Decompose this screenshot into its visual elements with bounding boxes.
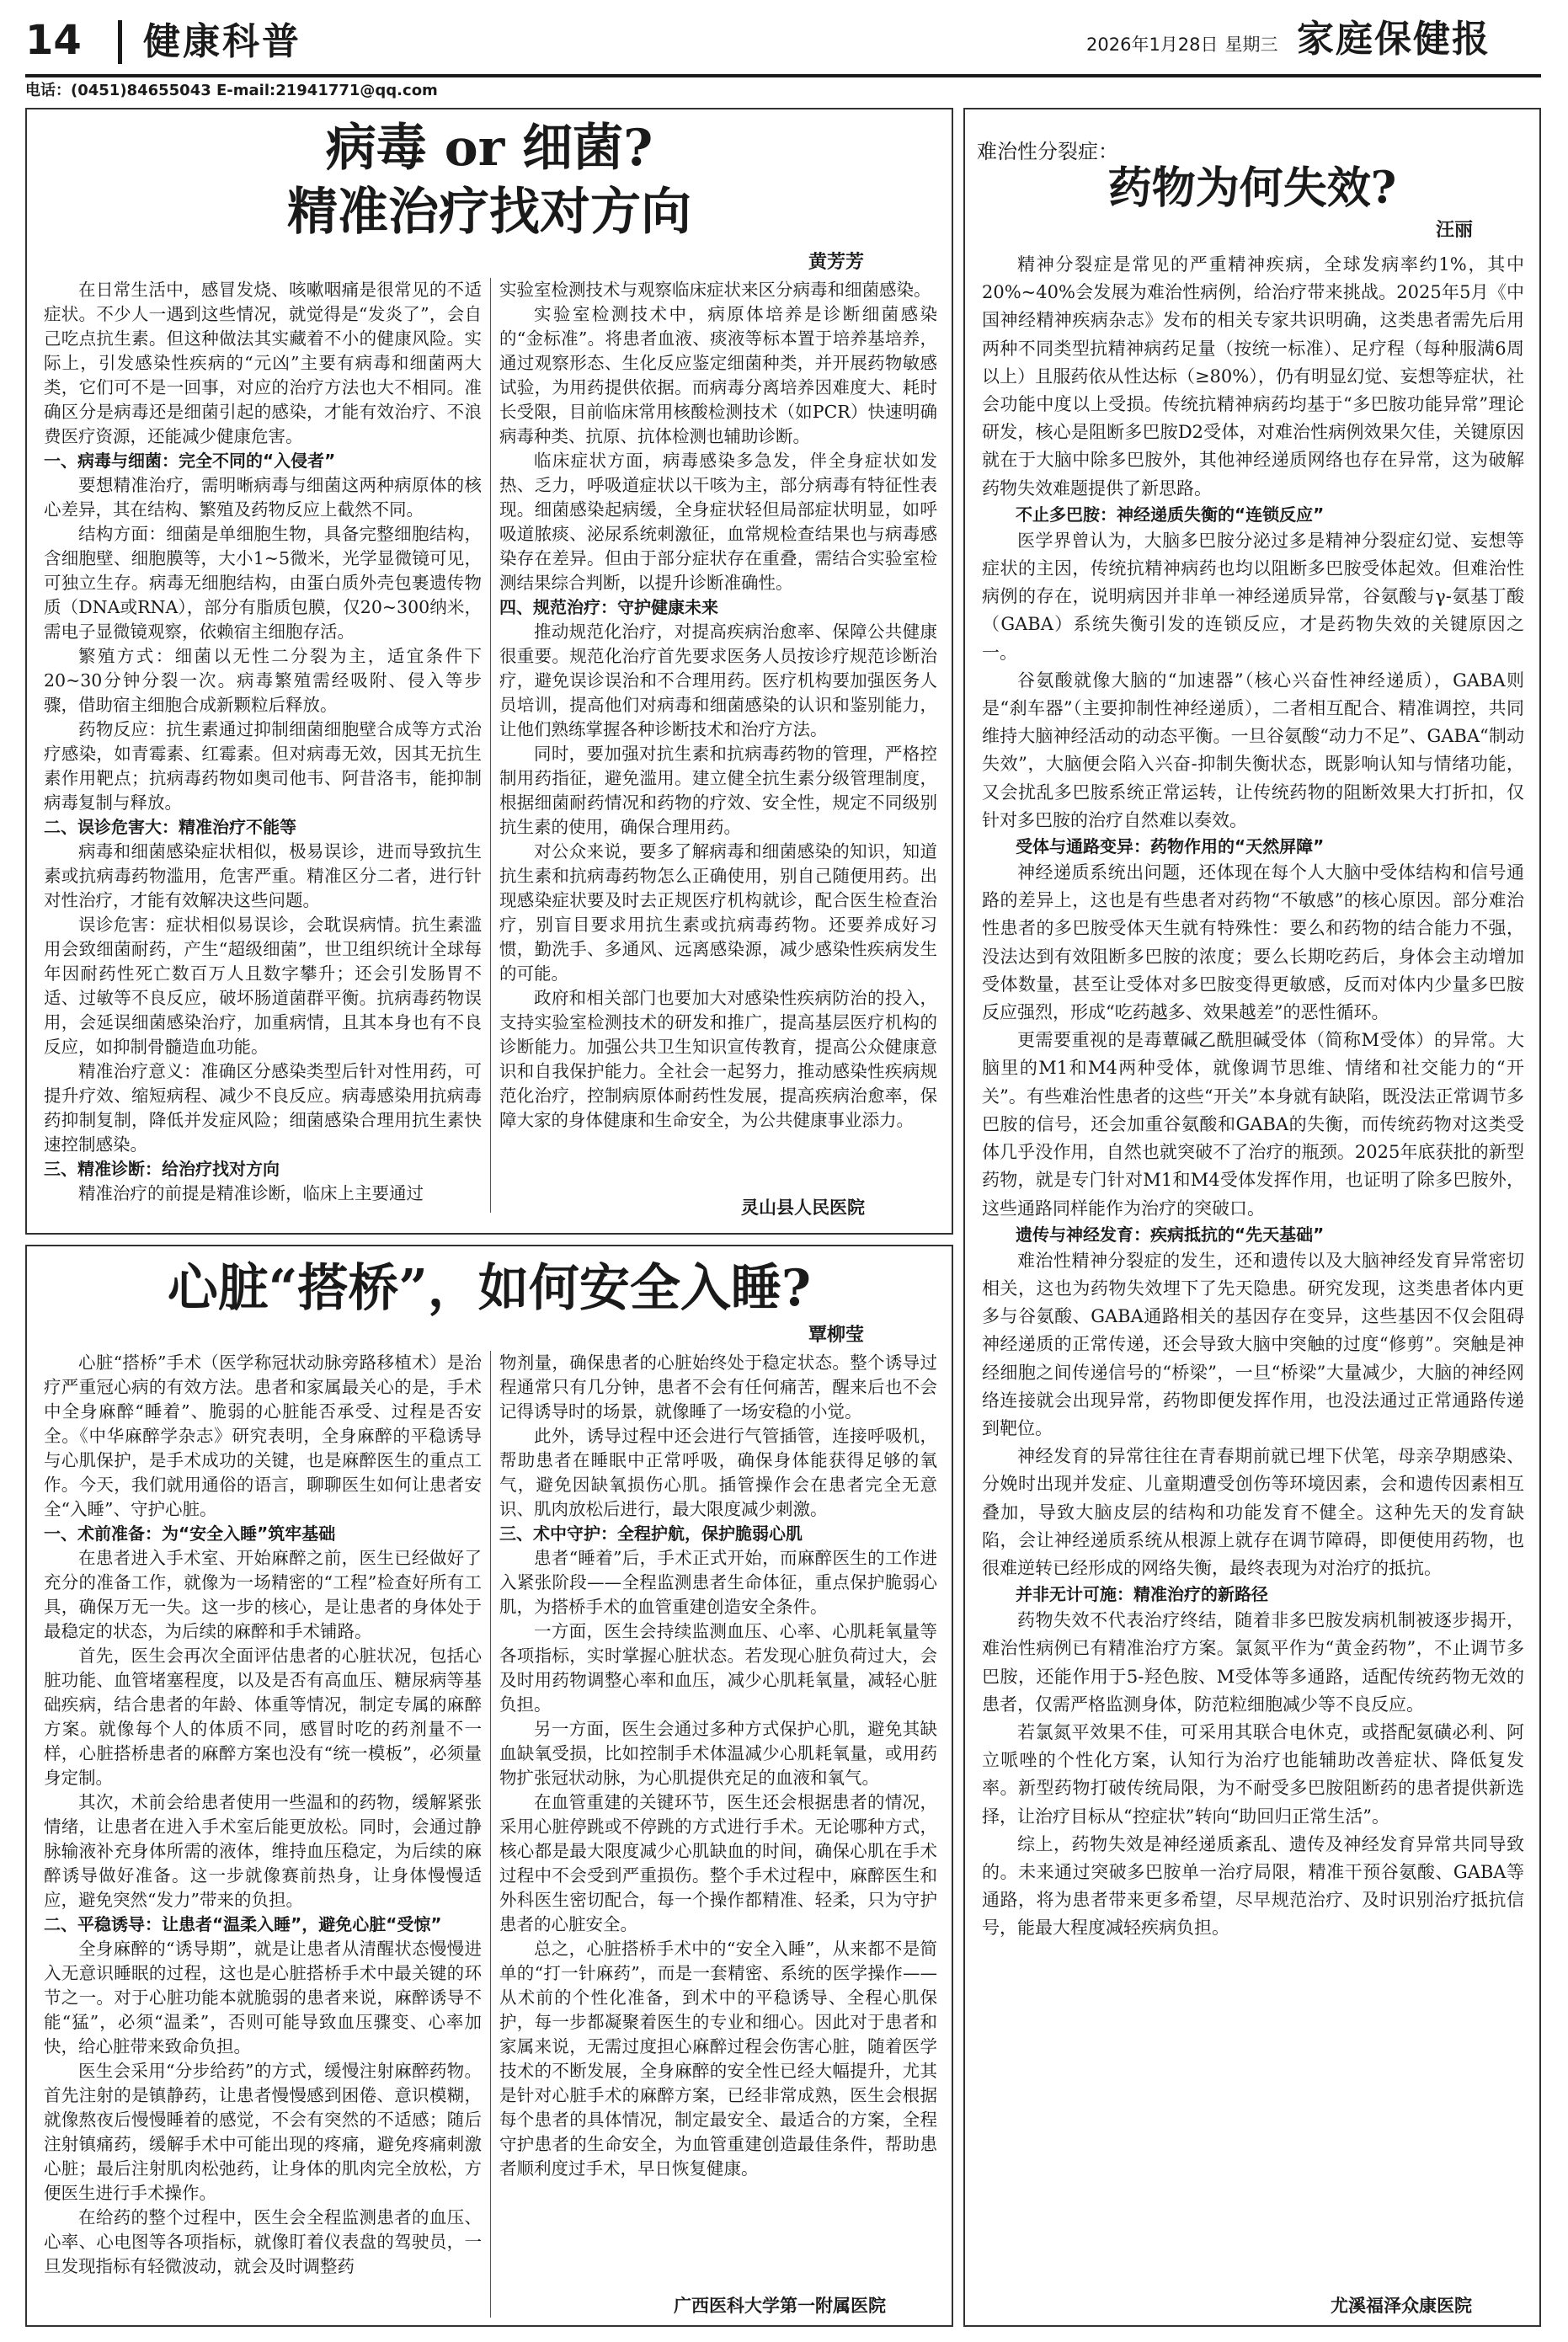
- page-number: 14: [25, 17, 82, 64]
- paragraph: 在血管重建的关键环节，医生还会根据患者的情况，采用心脏停跳或不停跳的方式进行手术。无论哪种方式，核心都是最大限度减少心肌缺血的时间，确保心肌在手术过程中不会受到严重损伤。整个手术过程中，麻醉医生和外科医生密切配合，每一个操作都精准、轻柔，只为守护患者的心脏安全。: [499, 1792, 937, 1934]
- paragraph: 在患者进入手术室、开始麻醉之前，医生已经做好了充分的准备工作，就像为一场精密的“工程”检查好所有工具，确保万无一失。这一步的核心，是让患者的身体处于最稳定的状态，为后续的麻醉和手术铺路。: [44, 1548, 482, 1641]
- article-2-column-1: [44, 1351, 482, 2318]
- paragraph: 心脏“搭桥”手术（医学称冠状动脉旁路移植术）是治疗严重冠心病的有效方法。患者和家属最关心的是，手术中全身麻醉“睡着”、脆弱的心脏能否承受、过程是否安全。《中华麻醉学杂志》研究表明，全身麻醉的平稳诱导与心肌保护，是手术成功的关键，也是麻醉医生的重点工作。今天，我们就用通俗的语言，聊聊医生如何让患者安全“入睡”、守护心脏。: [44, 1352, 482, 1519]
- paragraph: 难治性精神分裂症的发生，还和遗传以及大脑神经发育异常密切相关，这也为药物失效埋下了先天隐患。研究发现，这类患者体内更多与谷氨酸、GABA通路相关的基因存在变异，这些基因不仅会阻碍神经递质的正常传递，还会导致大脑中突触的过度“修剪”。突触是神经细胞之间传递信号的“桥梁”，一旦“桥梁”大量减少，大脑的神经网络连接就会出现异常，药物即便发挥作用，也没法通过正常通路传递到靶位。: [982, 1250, 1524, 1438]
- paragraph: 神经递质系统出问题，还体现在每个人大脑中受体结构和信号通路的差异上，这也是有些患者对药物“不敏感”的核心原因。部分难治性患者的多巴胺受体天生就有特殊性：要么和药物的结合能力不强，没法达到有效阻断多巴胺的浓度；要么长期吃药后，身体会主动增加受体数量，甚至让受体对多巴胺变得更敏感，反而对体内少量多巴胺反应强烈，形成“吃药越多、效果越差”的恶性循环。: [982, 862, 1524, 1023]
- paragraph: 政府和相关部门也要加大对感染性疾病防治的投入，支持实验室检测技术的研发和推广，提高基层医疗机构的诊断能力。加强公共卫生知识宣传教育，提高公众健康意识和自我保护能力。全社会一起努力，推动感染性疾病规范化治疗，控制病原体耐药性发展，提高疾病治愈率，保障大家的身体健康和生命安全，为公共健康事业添力。: [499, 988, 937, 1130]
- section-heading: 并非无计可施：精准治疗的新路径: [1016, 1584, 1268, 1605]
- paragraph: 医学界曾认为，大脑多巴胺分泌过多是精神分裂症幻觉、妄想等症状的主因，传统抗精神病药也均以阻断多巴胺受体起效。但难治性病例的存在，说明病因并非单一神经递质异常，谷氨酸与γ-氨基丁酸（GABA）系统失衡引发的连锁反应，才是药物失效的关键原因之一。: [982, 530, 1524, 663]
- paragraph: 精神分裂症是常见的严重精神疾病，全球发病率约1%，其中20%~40%会发展为难治性病例，给治疗带来挑战。2025年5月《中国神经精神疾病杂志》发布的相关专家共识明确，这类患者需先后用两种不同类型抗精神病药足量（按统一标准）、足疗程（每种服满6周以上）且服药依从性达标（≥80%），仍有明显幻觉、妄想等症状，社会功能中度以上受损。传统抗精神病药均基于“多巴胺功能异常”理论研发，核心是阻断多巴胺D2受体，对难治性病例效果欠佳，关键原因就在于大脑中除多巴胺外，其他神经递质网络也存在异常，这为破解药物失效难题提供了新思路。: [982, 254, 1524, 499]
- article-1-column-1: [44, 278, 482, 1203]
- paragraph: 结构方面：细菌是单细胞生物，具备完整细胞结构，含细胞壁、细胞膜等，大小1~5微米，光学显微镜可见，可独立生存。病毒无细胞结构，由蛋白质外壳包裹遗传物质（DNA或RNA），部分有脂质包膜，仅20~300纳米，需电子显微镜观察，依赖宿主细胞存活。: [44, 524, 482, 642]
- weekday-text: 星期三: [1224, 35, 1278, 55]
- paragraph: 药物失效不代表治疗终结，随着非多巴胺发病机制被逐步揭开，难治性病例已有精准治疗方案。氯氮平作为“黄金药物”，不止调节多巴胺，还能作用于5-羟色胺、M受体等多通路，适配传统药物无效的患者，仅需严格监测身体，防范粒细胞减少等不良反应。: [982, 1610, 1524, 1715]
- article-1-title-line2: 精准治疗找对方向: [287, 183, 691, 242]
- section-heading: 不止多巴胺：神经递质失衡的“连锁反应”: [1016, 504, 1325, 525]
- paragraph: 谷氨酸就像大脑的“加速器”（核心兴奋性神经递质），GABA则是“刹车器”（主要抑制性神经递质），二者相互配合、精准调控，共同维持大脑神经活动的动态平衡。一旦谷氨酸“动力不足”、GABA“制动失效”，大脑便会陷入兴奋-抑制失衡状态，既影响认知与情绪功能，又会扰乱多巴胺系统正常运转，让传统药物的阻断效果大打折扣，仅针对多巴胺的治疗自然难以奏效。: [982, 670, 1524, 830]
- paragraph: 药物反应：抗生素通过抑制细菌细胞壁合成等方式治疗感染，如青霉素、红霉素。但对病毒无效，因其无抗生素作用靶点；抗病毒药物如奥司他韦、阿昔洛韦，能抑制病毒复制与释放。: [44, 719, 482, 813]
- section-heading: 二、平稳诱导：让患者“温柔入睡”，避免心脏“受惊”: [44, 1914, 442, 1934]
- paragraph: 其次，术前会给患者使用一些温和的药物，缓解紧张情绪，让患者在进入手术室后能更放松。同时，会通过静脉输液补充身体所需的液体，维持血压稳定，为后续的麻醉诱导做好准备。这一步就像赛前热身，让身体慢慢适应，避免突然“发力”带来的负担。: [44, 1792, 482, 1910]
- paragraph: 综上，药物失效是神经递质紊乱、遗传及神经发育异常共同导致的。未来通过突破多巴胺单一治疗局限，精准干预谷氨酸、GABA等通路，将为患者带来更多希望，尽早规范治疗、及时识别治疗抵抗信号，能最大程度减轻疾病负担。: [982, 1833, 1524, 1939]
- paragraph: 若氯氮平效果不佳，可采用其联合电休克，或搭配氨磺必利、阿立哌唑的个性化方案，认知行为治疗也能辅助改善症状、降低复发率。新型药物打破传统局限，为不耐受多巴胺阻断药的患者提供新选择，让治疗目标从“控症状”转向“助回归正常生活”。: [982, 1721, 1524, 1827]
- article-1-organization: 灵山县人民医院: [741, 1198, 865, 1218]
- section-heading: 一、术前准备：为“安全入睡”筑牢基础: [44, 1523, 336, 1544]
- paragraph: 临床症状方面，病毒感染多急发，伴全身症状如发热、乏力，呼吸道症状以干咳为主，部分病毒有特征性表现。细菌感染起病缓，全身症状轻但局部症状明显，如呼吸道脓痰、泌尿系统刺激征，血常规检查结果也与病毒感染存在差异。但由于部分症状存在重叠，需结合实验室检测结果综合判断，以提升诊断准确性。: [499, 451, 937, 593]
- masthead: [25, 15, 1541, 76]
- paragraph: 一方面，医生会持续监测血压、心率、心肌耗氧量等各项指标，实时掌握心脏状态。若发现心脏负荷过大，会及时用药物调整心率和血压，减少心肌耗氧量，减轻心脏负担。: [499, 1621, 937, 1715]
- paper-name: 家庭保健报: [1297, 18, 1491, 61]
- article-2-title: 心脏“搭桥”，如何安全入睡?: [167, 1259, 812, 1318]
- section-heading: 遗传与神经发育：疾病抵抗的“先天基础”: [1016, 1224, 1325, 1245]
- paragraph: 更需要重视的是毒蕈碱乙酰胆碱受体（简称M受体）的异常。大脑里的M1和M4两种受体，就像调节思维、情绪和社交能力的“开关”。有些难治性患者的这些“开关”本身就有缺陷，既没法正常调节多巴胺的信号，还会加重谷氨酸和GABA的失衡，而传统药物对这类受体几乎没作用，自然也就突破不了治疗的瓶颈。2025年底获批的新型药物，就是专门针对M1和M4受体发挥作用，也证明了除多巴胺外，这些通路同样能作为治疗的突破口。: [982, 1030, 1524, 1219]
- paragraph: 神经发育的异常往往在青春期前就已埋下伏笔，母亲孕期感染、分娩时出现并发症、儿童期遭受创伤等环境因素，会和遗传因素相互叠加，导致大脑皮层的结构和功能发育不健全。这种先天的发育缺陷，会让神经递质系统从根源上就存在调节障碍，即便使用药物，也很难逆转已经形成的网络失衡，最终表现为对治疗的抵抗。: [982, 1446, 1524, 1578]
- section-heading: 一、病毒与细菌：完全不同的“入侵者”: [44, 451, 336, 471]
- article-1-author: 黄芳芳: [808, 252, 865, 273]
- article-3-author: 汪丽: [1436, 220, 1474, 241]
- section-heading: 四、规范治疗：守护健康未来: [499, 597, 718, 617]
- paragraph: 病毒和细菌感染症状相似，极易误诊，进而导致抗生素或抗病毒药物滥用，危害严重。精准区分二者，进行针对性治疗，才能有效解决这些问题。: [44, 841, 482, 910]
- section-name: 健康科普: [143, 20, 301, 63]
- paragraph: 全身麻醉的“诱导期”，就是让患者从清醒状态慢慢进入无意识睡眠的过程，这也是心脏搭桥手术中最关键的环节之一。对于心脏功能本就脆弱的患者来说，麻醉诱导不能“猛”，必须“温柔”，否则可能导致血压骤变、心率加快，给心脏带来致命负担。: [44, 1939, 482, 2057]
- paragraph: 患者“睡着”后，手术正式开始，而麻醉医生的工作进入紧张阶段——全程监测患者生命体征，重点保护脆弱心肌，为搭桥手术的血管重建创造安全条件。: [499, 1548, 937, 1617]
- paragraph: 要想精准治疗，需明晰病毒与细菌这两种病原体的核心差异，其在结构、繁殖及药物反应上截然不同。: [44, 475, 482, 520]
- paragraph: 在给药的整个过程中，医生会全程监测患者的血压、心率、心电图等各项指标，就像盯着仪表盘的驾驶员，一旦发现指标有轻微波动，就会及时调整药: [44, 2207, 482, 2276]
- paragraph: 精准治疗的前提是精准诊断，临床上主要通过: [78, 1183, 424, 1203]
- paragraph: 误诊危害：症状相似易误诊，会耽误病情。抗生素滥用会致细菌耐药，产生“超级细菌”，世卫组织统计全球每年因耐药性死亡数百万人且数字攀升；还会引发肠胃不适、过敏等不良反应，破坏肠道菌群平衡。抗病毒药物误用，会延误细菌感染治疗，加重病情，且其本身也有不良反应，如抑制骨髓造血功能。: [44, 915, 482, 1057]
- article-2-author: 覃柳莹: [808, 1325, 865, 1346]
- article-3-title: 药物为何失效?: [1107, 163, 1397, 214]
- article-1-column-rule: [490, 278, 491, 1213]
- section-heading: 受体与通路变异：药物作用的“天然屏障”: [1016, 836, 1325, 857]
- article-2-column-2: [499, 1351, 937, 2284]
- article-3-body: [982, 251, 1524, 2272]
- article-1-column-2: [499, 278, 937, 1187]
- paragraph: 实验室检测技术中，病原体培养是诊断细菌感染的“金标准”。将患者血液、痰液等标本置于培养基培养，通过观察形态、生化反应鉴定细菌种类，并开展药物敏感试验，为用药提供依据。而病毒分离培养因难度大、耗时长受限，目前临床常用核酸检测技术（如PCR）快速明确病毒种类、抗原、抗体检测也辅助诊断。: [499, 304, 937, 446]
- paragraph: 繁殖方式：细菌以无性二分裂为主，适宜条件下20~30分钟分裂一次。病毒繁殖需经吸附、侵入等步骤，借助宿主细胞合成新颗粒后释放。: [44, 646, 482, 715]
- paragraph: 精准治疗意义：准确区分感染类型后针对性用药，可提升疗效、缩短病程、减少不良反应。病毒感染用抗病毒药抑制复制，降低并发症风险；细菌感染合理用抗生素快速控制感染。: [44, 1061, 482, 1155]
- paragraph: 另一方面，医生会通过多种方式保护心肌，避免其缺血缺氧受损，比如控制手术体温减少心肌耗氧量，或用药物扩张冠状动脉，为心肌提供充足的血液和氧气。: [499, 1719, 937, 1788]
- section-heading: 二、误诊危害大：精准治疗不能等: [44, 817, 296, 837]
- paragraph: 医生会采用“分步给药”的方式，缓慢注射麻醉药物。首先注射的是镇静药，让患者慢慢感到困倦、意识模糊，就像熬夜后慢慢睡着的感觉，不会有突然的不适感；随后注射镇痛药，缓解手术中可能出现的疼痛，避免疼痛刺激心脏；最后注射肌肉松弛药，让身体的肌肉完全放松，方便医生进行手术操作。: [44, 2061, 482, 2203]
- section-heading: 三、术中守护：全程护航，保护脆弱心肌: [499, 1523, 803, 1544]
- paragraph-continued: 实验室检测技术与观察临床症状来区分病毒和细菌感染。: [499, 280, 931, 300]
- article-3-kicker: 难治性分裂症：: [977, 140, 1118, 163]
- paragraph: 对公众来说，要多了解病毒和细菌感染的知识，知道抗生素和抗病毒药物怎么正确使用，别自己随便用药。出现感染症状要及时去正规医疗机构就诊，配合医生检查治疗，别盲目要求用抗生素或抗病毒药物。还要养成好习惯，勤洗手、多通风、远离感染源，减少感染性疾病发生的可能。: [499, 841, 937, 984]
- date-text: 2026年1月28日: [1086, 35, 1219, 55]
- article-3-organization: 尤溪福泽众康医院: [1331, 2296, 1472, 2316]
- masthead-divider: [118, 20, 122, 64]
- paragraph: 同时，要加强对抗生素和抗病毒药物的管理，严格控制用药指征，避免滥用。建立健全抗生素分级管理制度，根据细菌耐药情况和药物的疗效、安全性，规定不同级别抗生素的使用，确保合理用药。: [499, 744, 937, 837]
- contact-line: 电话：(0451)84655043 E-mail:21941771@qq.com: [25, 82, 438, 99]
- article-2-organization: 广西医科大学第一附属医院: [674, 2296, 886, 2316]
- paragraph-continued: 物剂量，确保患者的心脏始终处于稳定状态。整个诱导过程通常只有几分钟，患者不会有任何痛苦，醒来后也不会记得诱导时的场景，就像睡了一场安稳的小觉。: [499, 1352, 937, 1422]
- paragraph: 在日常生活中，感冒发烧、咳嗽咽痛是很常见的不适症状。不少人一遇到这些情况，就觉得是“发炎了”，会自己吃点抗生素。但这种做法其实藏着不小的健康风险。实际上，引发感染性疾病的“元凶”主要有病毒和细菌两大类，它们可不是一回事，对应的治疗方法也大不相同。准确区分是病毒还是细菌引起的感染，才能有效治疗、不浪费医疗资源，还能减少健康危害。: [44, 280, 482, 446]
- article-2-column-rule: [490, 1351, 491, 2318]
- paragraph: 此外，诱导过程中还会进行气管插管，连接呼吸机，帮助患者在睡眠中正常呼吸，确保身体能获得足够的氧气，避免因缺氧损伤心肌。插管操作会在患者完全无意识、肌肉放松后进行，最大限度减少刺激。: [499, 1426, 937, 1519]
- section-heading: 三、精准诊断：给治疗找对方向: [44, 1159, 280, 1179]
- paragraph: 推动规范化治疗，对提高疾病治愈率、保障公共健康很重要。规范化治疗首先要求医务人员按诊疗规范诊断治疗，避免误诊误治和不合理用药。医疗机构要加强医务人员培训，提高他们对病毒和细菌感染的认识和鉴别能力，让他们熟练掌握各种诊断技术和治疗方法。: [499, 622, 937, 739]
- article-1-title-line1: 病毒 or 细菌?: [325, 119, 653, 178]
- paragraph: 总之，心脏搭桥手术中的“安全入睡”，从来都不是简单的“打一针麻药”，而是一套精密、系统的医学操作——从术前的个性化准备，到术中的平稳诱导、全程心肌保护，每一步都凝聚着医生的专业和细心。因此对于患者和家属来说，无需过度担心麻醉过程会伤害心脏，随着医学技术的不断发展，全身麻醉的安全性已经大幅提升，尤其是针对心脏手术的麻醉方案，已经非常成熟，医生会根据每个患者的具体情况，制定最安全、最适合的方案，全程守护患者的生命安全，为血管重建创造最佳条件，帮助患者顺利度过手术，早日恢复健康。: [499, 1939, 937, 2179]
- paragraph: 首先，医生会再次全面评估患者的心脏状况，包括心脏功能、血管堵塞程度，以及是否有高血压、糖尿病等基础疾病，结合患者的年龄、体重等情况，制定专属的麻醉方案。就像每个人的体质不同，感冒时吃的药剂量不一样，心脏搭桥患者的麻醉方案也没有“统一模板”，必须量身定制。: [44, 1646, 482, 1788]
- masthead-rule: [25, 74, 1541, 77]
- issue-date: [1086, 32, 1285, 57]
